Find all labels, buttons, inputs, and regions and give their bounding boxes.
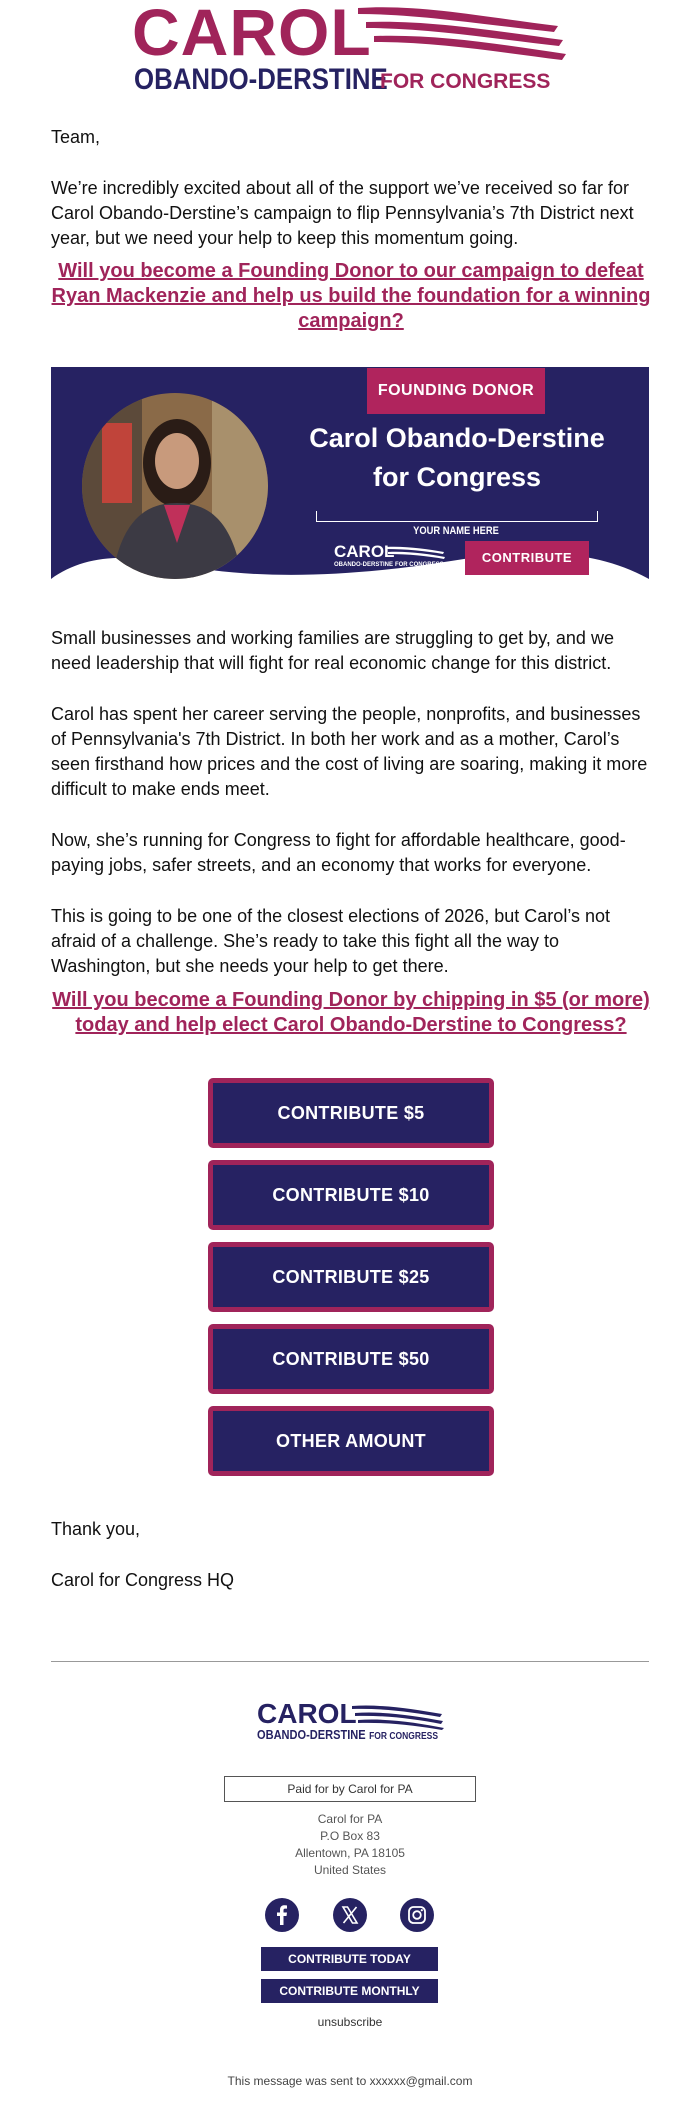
- paragraph-3: Now, she’s running for Congress to fight for affordable healthcare, good-paying jobs, safer streets, and an economy that works for everyone.: [51, 830, 626, 875]
- footer-logo[interactable]: [256, 1700, 456, 1744]
- banner-title: [297, 419, 617, 497]
- address-line: Allentown, PA 18105: [295, 1846, 405, 1860]
- paragraph-2: Carol has spent her career serving the people, nonprofits, and businesses of Pennsylvania's 7th District. In both her work and as a mother, Carol’s seen firsthand how prices and the cost of living are soaring, making it more difficult to make ends meet.: [51, 704, 648, 799]
- logo-for-congress-text: FOR CONGRESS: [380, 70, 551, 93]
- footer-logo-name: OBANDO-DERSTINE FOR CONGRESS: [257, 1727, 439, 1742]
- founding-donor-badge: FOUNDING DONOR: [367, 368, 545, 414]
- paragraph-4: This is going to be one of the closest elections of 2026, but Carol’s not afraid of a challenge. She’s ready to take this fight all the way to Washington, but she needs your help to get there.: [51, 906, 611, 976]
- address-line: Carol for PA: [317, 1812, 383, 1826]
- your-name-label: YOUR NAME HERE: [413, 525, 499, 537]
- banner-title-line1: Carol Obando-Derstine: [309, 423, 605, 453]
- contribute-25-button[interactable]: CONTRIBUTE $25: [208, 1242, 494, 1312]
- founding-donor-banner[interactable]: [51, 367, 649, 579]
- address-line: United States: [313, 1863, 387, 1877]
- cta-link-bottom[interactable]: Will you become a Founding Donor by chipping in $5 (or more) today and help elect Carol Obando-Derstine to Congress?: [52, 989, 650, 1036]
- banner-contribute-button[interactable]: CONTRIBUTE: [465, 541, 589, 575]
- contribute-10-button[interactable]: CONTRIBUTE $10: [208, 1160, 494, 1230]
- mini-logo-name: OBANDO-DERSTINE FOR CONGRESS: [334, 562, 444, 568]
- address-line: P.O Box 83: [320, 1829, 380, 1843]
- paid-for-disclaimer: Paid for by Carol for PA: [224, 1776, 476, 1802]
- paragraph-1: Small businesses and working families are struggling to get by, and we need leadership that will fight for real economic change for this district.: [51, 628, 614, 673]
- closing: Thank you,: [51, 1519, 141, 1539]
- other-amount-button[interactable]: OTHER AMOUNT: [208, 1406, 494, 1476]
- instagram-icon[interactable]: [400, 1898, 434, 1932]
- unsubscribe-link[interactable]: unsubscribe: [317, 2015, 383, 2029]
- logo-carol-text: CAROL: [132, 0, 372, 69]
- contribute-monthly-button[interactable]: CONTRIBUTE MONTHLY: [261, 1979, 438, 2003]
- cta-link-top[interactable]: Will you become a Founding Donor to our campaign to defeat Ryan Mackenzie and help us build the foundation for a winning campaign?: [51, 260, 651, 332]
- logo-name-text: OBANDO-DERSTINE: [134, 63, 388, 96]
- mini-logo-carol: CAROL: [334, 542, 395, 561]
- intro-paragraph: We’re incredibly excited about all of the support we’ve received so far for Carol Obando-Derstine’s campaign to flip Pennsylvania’s 7th District next year, but we need your help to keep this momentum going.: [51, 178, 634, 248]
- contribute-50-button[interactable]: CONTRIBUTE $50: [208, 1324, 494, 1394]
- header-logo[interactable]: [130, 0, 570, 100]
- contribute-5-button[interactable]: CONTRIBUTE $5: [208, 1078, 494, 1148]
- footer-logo-carol: CAROL: [257, 1698, 357, 1729]
- candidate-photo: [82, 393, 268, 579]
- contribute-today-button[interactable]: CONTRIBUTE TODAY: [261, 1947, 438, 1971]
- name-signature-line: [316, 511, 598, 522]
- sent-to-notice: This message was sent to xxxxxx@gmail.com: [227, 2074, 473, 2088]
- footer-divider: [51, 1661, 649, 1662]
- banner-title-line2: for Congress: [372, 462, 542, 492]
- mailing-address: [200, 1811, 500, 1879]
- x-twitter-icon[interactable]: [333, 1898, 367, 1932]
- banner-mini-logo: [334, 543, 454, 573]
- recipient-email: xxxxxx@gmail.com: [369, 2074, 473, 2088]
- facebook-icon[interactable]: [265, 1898, 299, 1932]
- greeting: Team,: [51, 127, 101, 147]
- signature: Carol for Congress HQ: [51, 1570, 235, 1590]
- flag-swoosh-icon: [358, 4, 568, 64]
